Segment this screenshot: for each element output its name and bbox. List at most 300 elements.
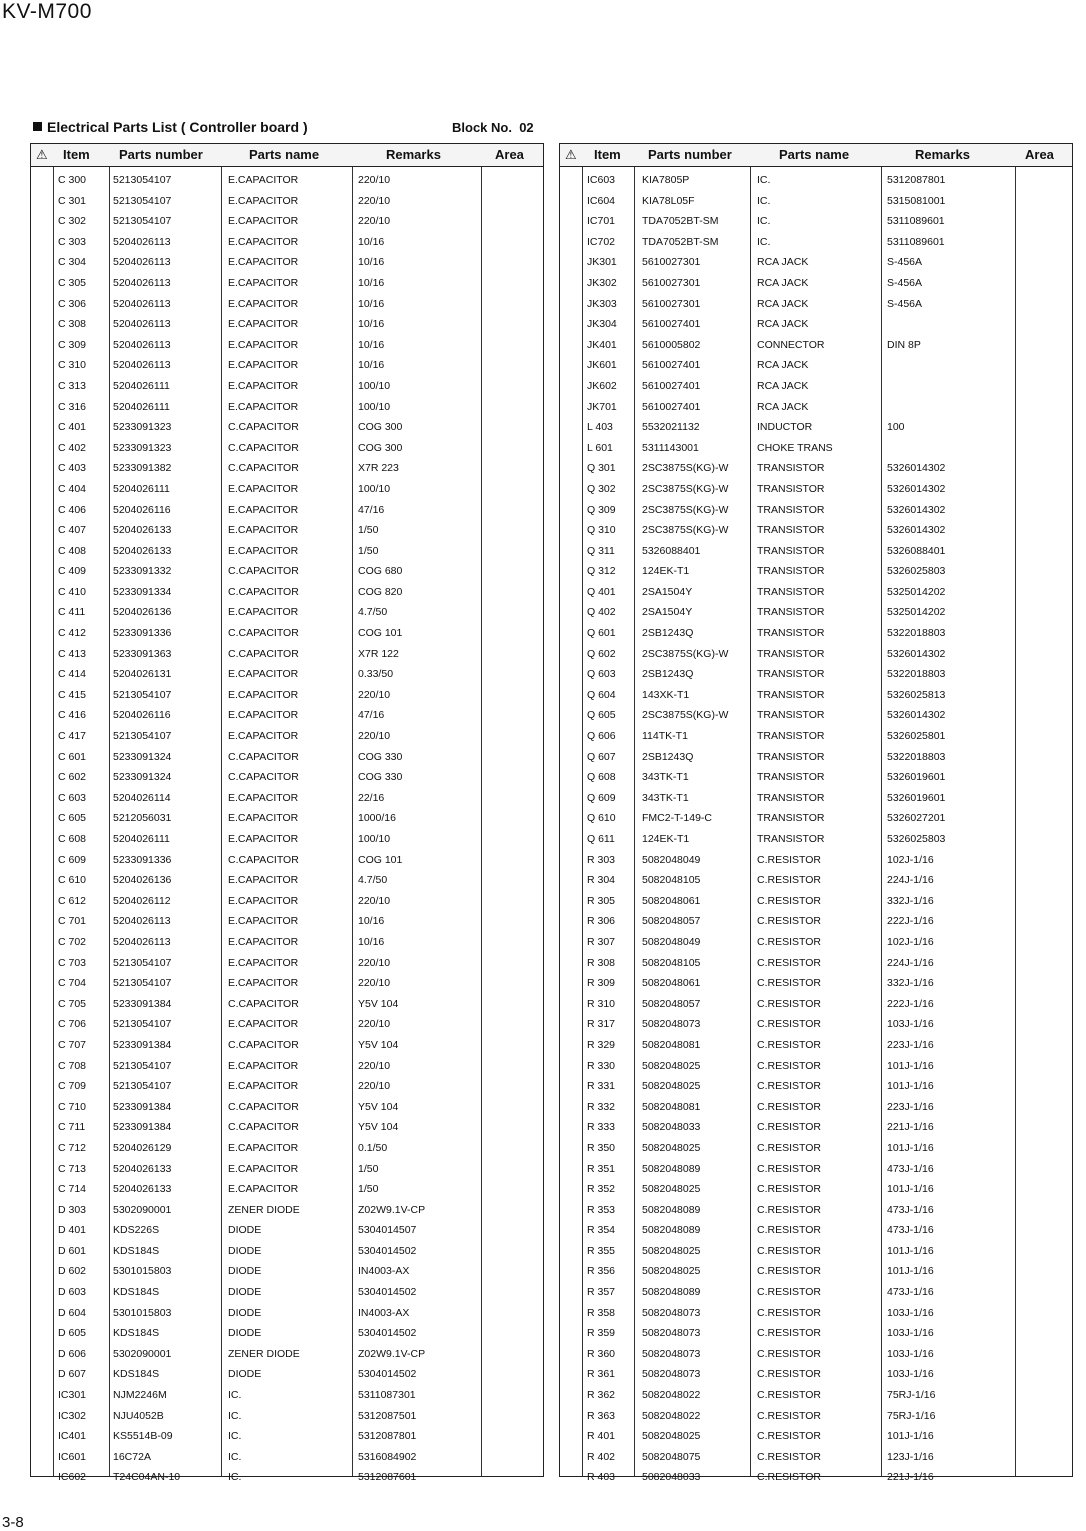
- cell-parts-name: TRANSISTOR: [757, 462, 825, 475]
- table-row: [31, 1283, 543, 1304]
- header-remarks: Remarks: [915, 147, 970, 162]
- cell-parts-name: E.CAPACITOR: [228, 1141, 299, 1154]
- cell-remarks: 101J-1/16: [887, 1059, 934, 1072]
- cell-remarks: 5304014502: [358, 1244, 417, 1257]
- cell-item: R 354: [587, 1224, 616, 1237]
- cell-remarks: 220/10: [358, 1059, 391, 1072]
- cell-remarks: 103J-1/16: [887, 1327, 934, 1340]
- block-value: 02: [519, 120, 534, 135]
- table-row: [560, 583, 1072, 604]
- cell-item: C 316: [58, 400, 87, 413]
- cell-item: C 303: [58, 235, 87, 248]
- cell-remarks: COG 330: [358, 750, 403, 763]
- cell-remarks: 223J-1/16: [887, 1038, 934, 1051]
- cell-remarks: 100/10: [358, 482, 391, 495]
- cell-item: IC603: [587, 174, 616, 186]
- cell-item: IC701: [587, 215, 616, 228]
- cell-remarks: 103J-1/16: [887, 1018, 934, 1031]
- cell-parts-name: E.CAPACITOR: [228, 524, 299, 537]
- cell-parts-number: 5610027301: [642, 297, 701, 310]
- cell-item: C 402: [58, 441, 87, 454]
- cell-remarks: 473J-1/16: [887, 1224, 934, 1237]
- cell-parts-number: 5233091324: [113, 750, 172, 763]
- table-row: [560, 727, 1072, 748]
- cell-parts-name: IC.: [757, 174, 771, 186]
- table-row: [560, 562, 1072, 583]
- table-row: [560, 933, 1072, 954]
- cell-parts-name: TRANSISTOR: [757, 647, 825, 660]
- table-row: [31, 1324, 543, 1345]
- table-row: [31, 315, 543, 336]
- cell-remarks: 222J-1/16: [887, 915, 934, 928]
- cell-item: D 303: [58, 1203, 87, 1216]
- cell-parts-number: 5213054107: [113, 174, 172, 186]
- cell-item: C 709: [58, 1080, 87, 1093]
- cell-remarks: 5312087601: [358, 1471, 417, 1484]
- cell-parts-number: 5082048033: [642, 1471, 701, 1484]
- cell-parts-number: 5082048057: [642, 915, 701, 928]
- cell-parts-number: 5082048073: [642, 1327, 701, 1340]
- cell-remarks: 222J-1/16: [887, 997, 934, 1010]
- table-row: [31, 295, 543, 316]
- cell-parts-name: E.CAPACITOR: [228, 379, 299, 392]
- table-row: [31, 1118, 543, 1139]
- cell-item: IC301: [58, 1389, 87, 1402]
- cell-parts-number: 5233091334: [113, 585, 172, 598]
- cell-item: R 358: [587, 1306, 616, 1319]
- cell-item: C 612: [58, 894, 87, 907]
- cell-parts-number: 5233091336: [113, 627, 172, 640]
- cell-remarks: 5326019601: [887, 771, 946, 784]
- cell-remarks: Z02W9.1V-CP: [358, 1347, 426, 1360]
- cell-remarks: 101J-1/16: [887, 1430, 934, 1443]
- cell-parts-number: 2SC3875S(KG)-W: [642, 503, 729, 516]
- cell-item: IC702: [587, 235, 616, 248]
- cell-parts-number: 5082048073: [642, 1347, 701, 1360]
- cell-item: C 415: [58, 688, 87, 701]
- cell-item: C 407: [58, 524, 87, 537]
- cell-item: D 607: [58, 1368, 87, 1381]
- cell-parts-name: E.CAPACITOR: [228, 709, 299, 722]
- cell-parts-number: 2SC3875S(KG)-W: [642, 709, 729, 722]
- table-row: [560, 480, 1072, 501]
- table-row: [560, 1386, 1072, 1407]
- cell-remarks: 1/50: [358, 524, 379, 537]
- table-row: [560, 974, 1072, 995]
- cell-remarks: 5326014302: [887, 462, 946, 475]
- cell-parts-number: KIA78L05F: [642, 194, 695, 207]
- cell-item: C 410: [58, 585, 87, 598]
- cell-remarks: X7R 122: [358, 647, 399, 660]
- cell-remarks: 101J-1/16: [887, 1080, 934, 1093]
- header-remarks: Remarks: [386, 147, 441, 162]
- cell-item: R 355: [587, 1244, 616, 1257]
- cell-parts-name: E.CAPACITOR: [228, 503, 299, 516]
- table-row: [560, 768, 1072, 789]
- cell-parts-name: C.CAPACITOR: [228, 1038, 299, 1051]
- cell-remarks: 5326014302: [887, 709, 946, 722]
- cell-parts-number: 2SB1243Q: [642, 627, 694, 640]
- cell-parts-name: E.CAPACITOR: [228, 833, 299, 845]
- cell-remarks: 75RJ-1/16: [887, 1409, 936, 1422]
- cell-parts-number: 5082048025: [642, 1430, 701, 1443]
- cell-remarks: 101J-1/16: [887, 1265, 934, 1278]
- cell-item: C 408: [58, 544, 87, 557]
- cell-item: R 309: [587, 977, 616, 990]
- table-row: [31, 954, 543, 975]
- cell-item: C 403: [58, 462, 87, 475]
- cell-parts-number: 343TK-T1: [642, 791, 689, 804]
- cell-parts-number: 5204026133: [113, 1162, 172, 1175]
- cell-parts-name: C.RESISTOR: [757, 1347, 821, 1360]
- table-row: [31, 521, 543, 542]
- cell-parts-name: C.RESISTOR: [757, 1121, 821, 1134]
- cell-item: C 309: [58, 338, 87, 351]
- table-row: [31, 1304, 543, 1325]
- table-row: [560, 912, 1072, 933]
- table-row: [31, 645, 543, 666]
- cell-item: Q 309: [587, 503, 616, 516]
- table-row: [31, 542, 543, 563]
- cell-parts-number: 5082048025: [642, 1080, 701, 1093]
- table-row: [560, 1283, 1072, 1304]
- cell-parts-name: C.CAPACITOR: [228, 441, 299, 454]
- cell-parts-number: 5204026113: [113, 338, 171, 351]
- cell-parts-name: C.CAPACITOR: [228, 853, 299, 866]
- cell-item: R 329: [587, 1038, 616, 1051]
- cell-remarks: 5312087801: [358, 1430, 417, 1443]
- cell-parts-number: 5233091384: [113, 1038, 172, 1051]
- cell-parts-name: E.CAPACITOR: [228, 791, 299, 804]
- table-row: [31, 459, 543, 480]
- cell-remarks: 123J-1/16: [887, 1450, 934, 1463]
- cell-parts-number: KDS184S: [113, 1286, 160, 1299]
- cell-parts-number: 5204026131: [113, 668, 172, 681]
- cell-remarks: 220/10: [358, 1080, 391, 1093]
- cell-remarks: 5326027201: [887, 812, 946, 825]
- cell-item: Q 310: [587, 524, 616, 537]
- cell-item: C 701: [58, 915, 87, 928]
- cell-parts-name: C.CAPACITOR: [228, 627, 299, 640]
- table-row: [560, 603, 1072, 624]
- cell-remarks: 5326014302: [887, 524, 946, 537]
- cell-remarks: 102J-1/16: [887, 935, 934, 948]
- table-row: [560, 192, 1072, 213]
- cell-parts-number: 5213054107: [113, 1018, 172, 1031]
- cell-parts-name: E.CAPACITOR: [228, 1162, 299, 1175]
- cell-item: Q 606: [587, 730, 616, 743]
- cell-parts-number: 5233091384: [113, 1121, 172, 1134]
- safety-warning-icon: ⚠: [565, 147, 577, 162]
- cell-parts-number: 5204026113: [113, 915, 171, 928]
- cell-item: C 305: [58, 276, 87, 289]
- cell-parts-number: 5082048049: [642, 935, 701, 948]
- cell-remarks: COG 300: [358, 421, 403, 434]
- cell-parts-name: E.CAPACITOR: [228, 482, 299, 495]
- cell-parts-name: IC.: [757, 235, 771, 248]
- cell-parts-number: 5204026111: [113, 400, 170, 413]
- cell-parts-number: 343TK-T1: [642, 771, 689, 784]
- square-bullet-icon: [33, 122, 42, 131]
- cell-parts-number: 2SC3875S(KG)-W: [642, 647, 729, 660]
- cell-item: C 706: [58, 1018, 87, 1031]
- table-row: [31, 192, 543, 213]
- cell-parts-number: 5233091323: [113, 441, 172, 454]
- cell-parts-number: 5302090001: [113, 1203, 172, 1216]
- cell-item: R 356: [587, 1265, 616, 1278]
- cell-item: C 308: [58, 318, 87, 331]
- cell-item: R 362: [587, 1389, 616, 1402]
- table-row: [31, 830, 543, 851]
- cell-remarks: 1/50: [358, 544, 379, 557]
- cell-parts-name: E.CAPACITOR: [228, 194, 299, 207]
- section-title-text: Electrical Parts List ( Controller board ): [47, 119, 308, 135]
- safety-warning-icon: ⚠: [36, 147, 48, 162]
- table-row: [560, 398, 1072, 419]
- cell-item: D 604: [58, 1306, 87, 1319]
- cell-parts-number: TDA7052BT-SM: [642, 215, 719, 228]
- cell-remarks: 5311087301: [358, 1389, 416, 1402]
- cell-item: R 352: [587, 1183, 616, 1196]
- cell-parts-number: 5082048089: [642, 1286, 701, 1299]
- cell-item: JK304: [587, 318, 617, 331]
- cell-item: D 603: [58, 1286, 87, 1299]
- cell-parts-number: 5213054107: [113, 730, 172, 743]
- cell-item: R 303: [587, 853, 616, 866]
- cell-remarks: 5326088401: [887, 544, 946, 557]
- cell-parts-number: 5311143001: [642, 441, 699, 454]
- cell-parts-name: TRANSISTOR: [757, 709, 825, 722]
- parts-table-left: [30, 143, 544, 1484]
- table-row: [31, 583, 543, 604]
- table-row: [31, 1448, 543, 1469]
- cell-parts-name: C.RESISTOR: [757, 977, 821, 990]
- cell-parts-name: TRANSISTOR: [757, 771, 825, 784]
- table-row: [31, 418, 543, 439]
- cell-item: R 304: [587, 874, 616, 887]
- table-row: [31, 1262, 543, 1283]
- cell-parts-number: 5204026113: [113, 359, 171, 372]
- cell-parts-number: 5213054107: [113, 194, 172, 207]
- cell-parts-name: DIODE: [228, 1265, 262, 1278]
- cell-remarks: 10/16: [358, 915, 385, 928]
- cell-parts-number: 5213054107: [113, 1080, 172, 1093]
- cell-parts-name: TRANSISTOR: [757, 585, 825, 598]
- cell-parts-name: C.RESISTOR: [757, 1141, 821, 1154]
- cell-remarks: 47/16: [358, 503, 385, 516]
- cell-item: C 313: [58, 379, 87, 392]
- cell-remarks: 101J-1/16: [887, 1244, 934, 1257]
- cell-remarks: 101J-1/16: [887, 1183, 934, 1196]
- cell-remarks: Y5V 104: [358, 1038, 399, 1051]
- cell-item: C 300: [58, 174, 87, 186]
- cell-parts-name: E.CAPACITOR: [228, 688, 299, 701]
- table-row: [560, 521, 1072, 542]
- cell-parts-number: NJU4052B: [113, 1409, 164, 1422]
- cell-parts-name: TRANSISTOR: [757, 750, 825, 763]
- cell-parts-number: 2SC3875S(KG)-W: [642, 462, 729, 475]
- cell-item: R 363: [587, 1409, 616, 1422]
- cell-remarks: 1000/16: [358, 812, 396, 825]
- cell-parts-name: E.CAPACITOR: [228, 400, 299, 413]
- cell-parts-number: 5204026113: [113, 318, 171, 331]
- cell-remarks: COG 330: [358, 771, 403, 784]
- cell-parts-number: 5082048025: [642, 1265, 701, 1278]
- header-parts-name: Parts name: [779, 147, 850, 162]
- cell-parts-number: 2SB1243Q: [642, 750, 694, 763]
- table-row: [560, 748, 1072, 769]
- cell-item: C 409: [58, 565, 87, 578]
- table-row: [560, 1118, 1072, 1139]
- table-row: [31, 1427, 543, 1448]
- cell-parts-number: 5204026113: [113, 235, 171, 248]
- cell-parts-name: C.CAPACITOR: [228, 565, 299, 578]
- table-row: [560, 892, 1072, 913]
- cell-item: IC602: [58, 1471, 87, 1484]
- cell-item: JK401: [587, 338, 617, 351]
- cell-item: C 704: [58, 977, 87, 990]
- table-row: [31, 1345, 543, 1366]
- cell-item: R 351: [587, 1162, 616, 1175]
- table-row: [560, 686, 1072, 707]
- cell-item: R 359: [587, 1327, 616, 1340]
- cell-item: C 310: [58, 359, 87, 372]
- cell-remarks: DIN 8P: [887, 338, 921, 351]
- cell-remarks: 5326014302: [887, 482, 946, 495]
- cell-remarks: 5311089601: [887, 235, 945, 248]
- cell-item: Q 401: [587, 585, 616, 598]
- cell-parts-number: 5610027401: [642, 400, 701, 413]
- cell-item: C 411: [58, 606, 86, 619]
- cell-item: C 605: [58, 812, 87, 825]
- cell-parts-number: TDA7052BT-SM: [642, 235, 719, 248]
- cell-item: D 602: [58, 1265, 87, 1278]
- cell-item: Q 302: [587, 482, 616, 495]
- cell-item: C 404: [58, 482, 87, 495]
- cell-parts-number: 124EK-T1: [642, 565, 690, 578]
- cell-item: R 317: [587, 1018, 616, 1031]
- cell-parts-name: C.RESISTOR: [757, 956, 821, 969]
- cell-parts-name: IC.: [228, 1450, 242, 1463]
- cell-parts-name: C.CAPACITOR: [228, 421, 299, 434]
- table-row: [560, 995, 1072, 1016]
- header-item: Item: [594, 147, 621, 162]
- cell-item: C 707: [58, 1038, 87, 1051]
- cell-parts-number: 5610027401: [642, 318, 701, 331]
- table-row: [560, 1036, 1072, 1057]
- table-row: [560, 645, 1072, 666]
- cell-parts-name: C.RESISTOR: [757, 935, 821, 948]
- cell-parts-name: C.RESISTOR: [757, 894, 821, 907]
- cell-remarks: 5326025813: [887, 688, 946, 701]
- table-row: [560, 377, 1072, 398]
- table-row: [560, 1407, 1072, 1428]
- cell-parts-number: KS5514B-09: [113, 1430, 173, 1443]
- cell-item: L 601: [587, 441, 613, 454]
- cell-item: Q 609: [587, 791, 616, 804]
- cell-parts-number: 5204026111: [113, 833, 170, 845]
- cell-remarks: 1/50: [358, 1162, 379, 1175]
- cell-remarks: Y5V 104: [358, 1121, 399, 1134]
- cell-item: D 401: [58, 1224, 87, 1237]
- cell-parts-number: 5233091382: [113, 462, 172, 475]
- cell-parts-number: 5302090001: [113, 1347, 172, 1360]
- table-row: [31, 974, 543, 995]
- cell-parts-number: 5204026136: [113, 874, 172, 887]
- cell-parts-number: 5204026116: [113, 503, 171, 516]
- table-row: [560, 315, 1072, 336]
- block-number: [452, 120, 534, 135]
- cell-parts-number: 5204026113: [113, 276, 171, 289]
- model-name: KV-M700: [2, 0, 92, 23]
- cell-parts-name: CHOKE TRANS: [757, 441, 833, 454]
- cell-item: JK303: [587, 297, 617, 310]
- table-row: [31, 1057, 543, 1078]
- cell-item: JK602: [587, 379, 617, 392]
- table-row: [31, 1015, 543, 1036]
- cell-parts-name: C.RESISTOR: [757, 874, 821, 887]
- cell-parts-name: E.CAPACITOR: [228, 812, 299, 825]
- cell-remarks: 5311089601: [887, 215, 945, 228]
- cell-parts-number: 2SA1504Y: [642, 585, 693, 598]
- cell-parts-number: 5082048061: [642, 977, 701, 990]
- table-row: [560, 274, 1072, 295]
- table-row: [560, 1201, 1072, 1222]
- cell-item: C 708: [58, 1059, 87, 1072]
- cell-parts-name: E.CAPACITOR: [228, 977, 299, 990]
- cell-remarks: 102J-1/16: [887, 853, 934, 866]
- cell-parts-number: 5082048025: [642, 1059, 701, 1072]
- cell-remarks: 5322018803: [887, 668, 946, 681]
- parts-table-right: [559, 143, 1073, 1484]
- cell-remarks: COG 300: [358, 441, 403, 454]
- cell-remarks: 100: [887, 421, 905, 434]
- cell-item: R 306: [587, 915, 616, 928]
- cell-parts-number: 5082048061: [642, 894, 701, 907]
- cell-item: C 416: [58, 709, 87, 722]
- table-row: [560, 871, 1072, 892]
- cell-parts-name: E.CAPACITOR: [228, 1018, 299, 1031]
- cell-remarks: 10/16: [358, 935, 385, 948]
- cell-item: Q 607: [587, 750, 616, 763]
- cell-parts-name: E.CAPACITOR: [228, 606, 299, 619]
- cell-remarks: 5325014202: [887, 585, 946, 598]
- cell-item: R 307: [587, 935, 616, 948]
- cell-remarks: 220/10: [358, 215, 391, 228]
- table-row: [31, 892, 543, 913]
- cell-remarks: 224J-1/16: [887, 956, 934, 969]
- table-row: [560, 1304, 1072, 1325]
- cell-parts-name: E.CAPACITOR: [228, 668, 299, 681]
- cell-parts-name: C.RESISTOR: [757, 1471, 821, 1484]
- cell-item: R 401: [587, 1430, 616, 1443]
- cell-parts-name: C.RESISTOR: [757, 1327, 821, 1340]
- cell-parts-number: 5213054107: [113, 956, 172, 969]
- table-row: [31, 912, 543, 933]
- cell-parts-name: IC.: [757, 194, 771, 207]
- cell-parts-name: C.RESISTOR: [757, 915, 821, 928]
- cell-item: R 308: [587, 956, 616, 969]
- cell-item: IC302: [58, 1409, 87, 1422]
- cell-parts-number: KIA7805P: [642, 174, 690, 186]
- cell-item: Q 301: [587, 462, 616, 475]
- cell-remarks: 5322018803: [887, 627, 946, 640]
- cell-parts-name: C.RESISTOR: [757, 1389, 821, 1402]
- table-body-right: [560, 171, 1072, 1489]
- table-row: [31, 233, 543, 254]
- cell-parts-number: 5233091336: [113, 853, 172, 866]
- cell-parts-number: KDS184S: [113, 1244, 160, 1257]
